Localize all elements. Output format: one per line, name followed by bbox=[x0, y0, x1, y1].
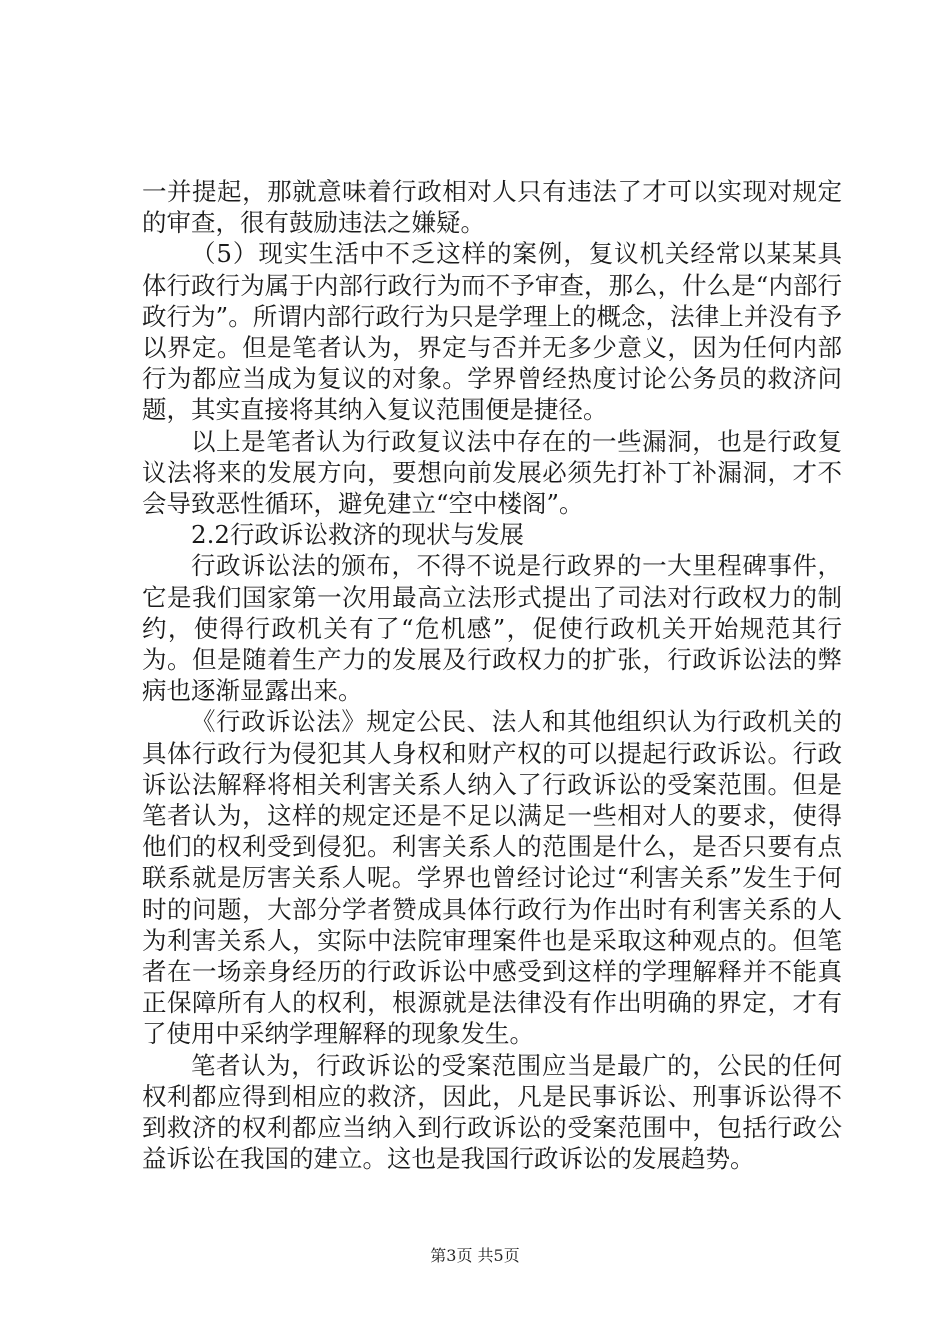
paragraph-litigation-intro: 行政诉讼法的颁布，不得不说是行政界的一大里程碑事件，它是我们国家第一次用最高立法形式提出了司法对行政权力的制约，使得行政机关有了“危机感”，促使行政机关开始规范其行为。但是随着生产力的发展及行政权力的扩张，行政诉讼法的弊病也逐渐显露出来。 bbox=[142, 551, 842, 706]
document-body bbox=[142, 176, 842, 1175]
page-footer: 第3页 共5页 bbox=[430, 1246, 520, 1265]
paragraph-litigation-scope: 《行政诉讼法》规定公民、法人和其他组织认为行政机关的具体行政行为侵犯其人身权和财产权的可以提起行政诉讼。行政诉讼法解释将相关利害关系人纳入了行政诉讼的受案范围。但是笔者认为，这样的规定还是不足以满足一些相对人的要求，使得他们的权利受到侵犯。利害关系人的范围是什么，是否只要有点联系就是厉害关系人呢。学界也曾经讨论过“利害关系”发生于何时的问题，大部分学者赞成具体行政行为作出时有利害关系的人为利害关系人，实际中法院审理案件也是采取这种观点的。但笔者在一场亲身经历的行政诉讼中感受到这样的学理解释并不能真正保障所有人的权利，根源就是法律没有作出明确的界定，才有了使用中采纳学理解释的现象发生。 bbox=[142, 707, 842, 1049]
paragraph-litigation-conclusion: 笔者认为，行政诉讼的受案范围应当是最广的，公民的任何权利都应得到相应的救济，因此，凡是民事诉讼、刑事诉讼得不到救济的权利都应当纳入到行政诉讼的受案范围中，包括行政公益诉讼在我国的建立。这也是我国行政诉讼的发展趋势。 bbox=[142, 1050, 842, 1174]
paragraph-summary: 以上是笔者认为行政复议法中存在的一些漏洞，也是行政复议法将来的发展方向，要想向前发展必须先打补丁补漏洞，才不会导致恶性循环，避免建立“空中楼阁”。 bbox=[142, 426, 842, 519]
section-heading: 2.2行政诉讼救济的现状与发展 bbox=[191, 520, 524, 550]
paragraph-continued: 一并提起，那就意味着行政相对人只有违法了才可以实现对规定的审查，很有鼓励违法之嫌疑。 bbox=[142, 177, 842, 238]
paragraph-item-5: （5）现实生活中不乏这样的案例，复议机关经常以某某具体行政行为属于内部行政行为而不予审查，那么，什么是“内部行政行为”。所谓内部行政行为只是学理上的概念，法律上并没有予以界定。但是笔者认为，界定与否并无多少意义，因为任何内部行为都应当成为复议的对象。学界曾经热度讨论公务员的救济问题，其实直接将其纳入复议范围便是捷径。 bbox=[142, 239, 842, 425]
